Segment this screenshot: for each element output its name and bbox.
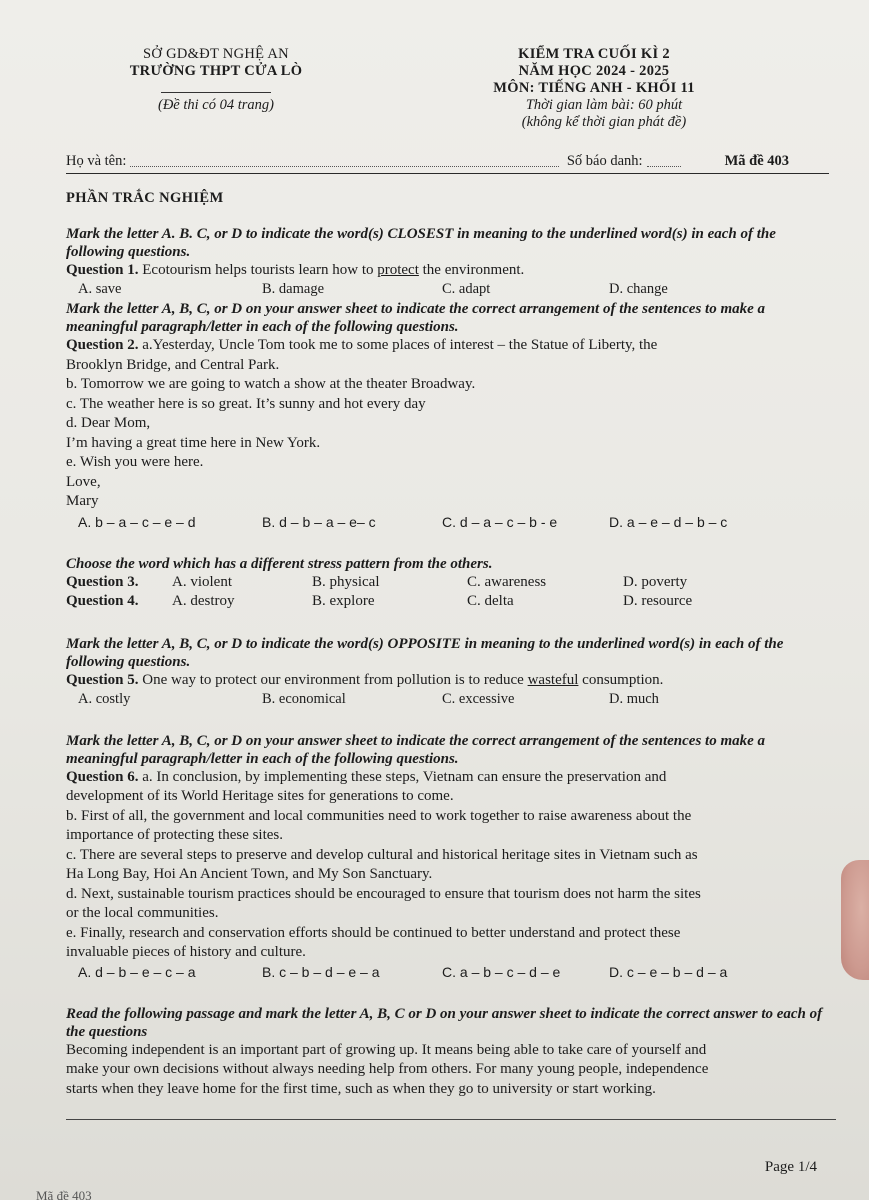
department: SỞ GD&ĐT NGHỆ AN (143, 46, 289, 62)
question-label: Question 6. (66, 768, 139, 785)
footer-exam-code: Mã đề 403 (36, 1188, 92, 1200)
footer-divider (66, 1119, 836, 1120)
question-label: Question 1. (66, 262, 139, 278)
option-b[interactable]: B. damage (262, 281, 325, 297)
q6-line: b. First of all, the government and local communities need to work together to raise awareness about the (66, 807, 692, 824)
sbd-label: Số báo danh: (566, 153, 643, 169)
q6-line: importance of protecting these sites. (66, 827, 284, 843)
option-c[interactable]: C. a – b – c – d – e (442, 963, 561, 980)
instruction-opposite: Mark the letter A, B, C, or D to indicate the word(s) OPPOSITE in meaning to the underlined word(s) in each of the following questions. (66, 635, 784, 670)
header-right (399, 46, 789, 131)
option-b[interactable]: B. physical (312, 573, 380, 590)
time-note: (không kể thời gian phát đề) (521, 114, 687, 130)
option-b[interactable]: B. d – b – a – e– c (262, 513, 376, 530)
option-c[interactable]: C. excessive (442, 690, 515, 707)
exam-code: Mã đề 403 (724, 153, 789, 169)
option-a[interactable]: A. violent (172, 573, 232, 590)
option-d[interactable]: D. poverty (623, 573, 688, 590)
q6-line: e. Finally, research and conservation efforts should be continued to better understand and protect these (66, 924, 681, 941)
question-text: consumption. (582, 671, 664, 688)
q2-line: Brooklyn Bridge, and Central Park. (66, 356, 280, 373)
passage-line: Becoming independent is an important part of growing up. It means being able to take care of yourself and (66, 1041, 707, 1058)
question-6 (66, 768, 829, 981)
q6-line: development of its World Heritage sites for generations to come. (66, 788, 454, 804)
q2-line: I’m having a great time here in New York. (66, 434, 321, 451)
question-1 (66, 261, 829, 280)
finger-shadow (841, 860, 869, 980)
question-4 (66, 592, 829, 611)
q2-line: e. Wish you were here. (66, 454, 204, 470)
q6-line: invaluable pieces of history and culture. (66, 944, 306, 960)
option-a[interactable]: A. b – a – c – e – d (78, 513, 196, 530)
question-5 (66, 671, 829, 690)
exam-header (66, 46, 829, 131)
option-d[interactable]: D. c – e – b – d – a (609, 963, 728, 980)
sbd-field[interactable] (647, 166, 681, 167)
option-b[interactable]: B. c – b – d – e – a (262, 963, 380, 980)
option-d[interactable]: D. change (609, 281, 668, 297)
student-info-row (66, 153, 829, 174)
option-b[interactable]: B. economical (262, 690, 346, 707)
sentence-a: a.Yesterday, Uncle Tom took me to some places of interest – the Statue of Liberty, the (142, 337, 658, 353)
section-title: PHẦN TRẮC NGHIỆM (66, 190, 224, 206)
reading-passage (66, 1041, 829, 1100)
option-c[interactable]: C. adapt (442, 281, 491, 297)
option-a[interactable]: A. save (78, 281, 122, 297)
q6-line: Ha Long Bay, Hoi An Ancient Town, and My Son Sanctuary. (66, 866, 433, 882)
time-limit: Thời gian làm bài: 60 phút (525, 97, 683, 113)
q2-line: Mary (66, 493, 99, 509)
instruction-reading: Read the following passage and mark the letter A, B, C or D on your answer sheet to indicate the correct answer to each of the questions (66, 1005, 823, 1040)
q1-options (66, 280, 829, 298)
q2-line (66, 336, 829, 356)
name-field[interactable] (130, 166, 558, 167)
question-text: the environment. (422, 262, 525, 278)
divider (161, 92, 271, 93)
option-a[interactable]: A. costly (78, 690, 131, 707)
pages-note: (Đề thi có 04 trang) (158, 97, 274, 113)
option-d[interactable]: D. a – e – d – b – c (609, 513, 728, 530)
page-number: Page 1/4 (764, 1159, 817, 1175)
q6-line (66, 768, 829, 788)
sentence-a: a. In conclusion, by implementing these steps, Vietnam can ensure the preservation and (142, 768, 667, 785)
option-c[interactable]: C. delta (467, 592, 514, 609)
option-d[interactable]: D. resource (623, 592, 693, 609)
q2-line: Love, (66, 473, 101, 490)
underlined-word: protect (377, 262, 419, 278)
question-text: Ecotourism helps tourists learn how to (142, 262, 374, 278)
school-name: TRƯỜNG THPT CỬA LÒ (129, 63, 303, 79)
option-a[interactable]: A. destroy (172, 592, 235, 609)
instruction-stress: Choose the word which has a different stress pattern from the others. (66, 555, 493, 572)
instruction-arrangement: Mark the letter A, B, C, or D on your answer sheet to indicate the correct arrangement of the sentences to make a meaningful paragraph/letter in each of the following questions. (66, 301, 766, 335)
passage-line: starts when they leave home for the first time, such as when they go to university or start working. (66, 1080, 656, 1097)
q6-line: or the local communities. (66, 905, 219, 921)
q6-line: d. Next, sustainable tourism practices should be encouraged to ensure that tourism does not harm the sites (66, 885, 701, 902)
question-label: Question 4. (66, 592, 139, 609)
q2-line: d. Dear Mom, (66, 415, 151, 431)
option-d[interactable]: D. much (609, 690, 659, 707)
instruction-closest: Mark the letter A. B. C, or D to indicate the word(s) CLOSEST in meaning to the underlined word(s) in each of the following questions. (66, 226, 776, 260)
q6-options (66, 963, 829, 981)
question-text: One way to protect our environment from pollution is to reduce (142, 671, 524, 688)
question-2 (66, 336, 829, 531)
option-c[interactable]: C. d – a – c – b - e (442, 513, 558, 530)
question-3 (66, 573, 829, 592)
underlined-word: wasteful (527, 671, 579, 688)
name-label: Họ và tên: (66, 153, 127, 169)
header-left (66, 46, 366, 131)
question-label: Question 3. (66, 573, 139, 590)
q2-options (66, 513, 829, 531)
question-label: Question 5. (66, 671, 139, 688)
q5-options (66, 690, 829, 708)
option-b[interactable]: B. explore (312, 592, 375, 609)
school-year: NĂM HỌC 2024 - 2025 (518, 63, 670, 79)
passage-line: make your own decisions without always needing help from others. For many young people, independence (66, 1061, 709, 1077)
instruction-arrangement: Mark the letter A, B, C, or D on your answer sheet to indicate the correct arrangement of the sentences to make a meaningful paragraph/letter in each of the following questions. (66, 732, 766, 767)
subject: MÔN: TIẾNG ANH - KHỐI 11 (493, 80, 695, 96)
option-c[interactable]: C. awareness (467, 573, 547, 590)
question-label: Question 2. (66, 337, 139, 353)
q2-line: c. The weather here is so great. It’s sunny and hot every day (66, 395, 426, 412)
exam-title: KIỂM TRA CUỐI KÌ 2 (518, 46, 670, 62)
option-a[interactable]: A. d – b – e – c – a (78, 963, 196, 980)
q6-line: c. There are several steps to preserve and develop cultural and historical heritage sites in Vietnam such as (66, 846, 698, 863)
q2-line: b. Tomorrow we are going to watch a show at the theater Broadway. (66, 376, 476, 392)
